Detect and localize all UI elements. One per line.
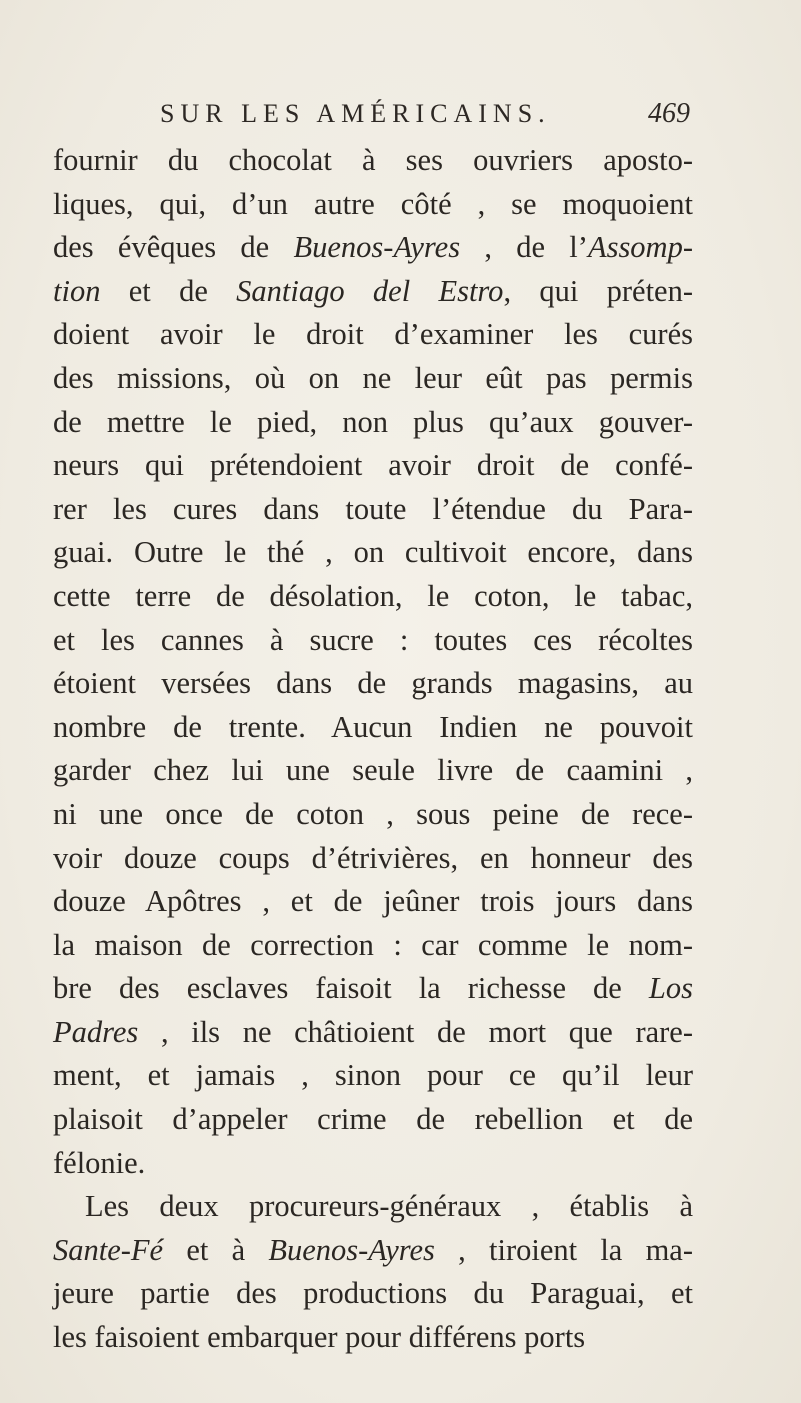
text-run: liques, qui, d’un autre côté , se moquoient	[53, 186, 693, 221]
text-line	[53, 270, 693, 314]
text-line	[53, 357, 693, 401]
italic-text: Buenos-Ayres	[268, 1232, 435, 1267]
text-run: félonie.	[53, 1145, 146, 1180]
text-line	[53, 531, 693, 575]
text-run: rer les cures dans toute l’étendue du Para-	[53, 491, 693, 526]
text-line	[53, 401, 693, 445]
text-line	[53, 837, 693, 881]
text-run: garder chez lui une seule livre de caamini ,	[53, 753, 693, 788]
text-run: de mettre le pied, non plus qu’aux gouver-	[53, 404, 693, 439]
text-run: étoient versées dans de grands magasins, au	[53, 666, 693, 701]
text-run: les faisoient embarquer pour différens ports	[53, 1320, 586, 1355]
text-line	[53, 619, 693, 663]
text-run: neurs qui prétendoient avoir droit de confé-	[53, 448, 693, 483]
text-run: voir douze coups d’étrivières, en honneur des	[53, 840, 693, 875]
text-line	[53, 183, 693, 227]
text-line	[53, 1185, 693, 1229]
body-text	[53, 139, 693, 1360]
text-run: plaisoit d’appeler crime de rebellion et de	[53, 1102, 693, 1137]
text-line	[53, 1229, 693, 1273]
italic-text: Buenos-Ayres	[293, 230, 461, 265]
italic-text: Padres	[53, 1014, 139, 1049]
text-line	[53, 1011, 693, 1055]
text-run: des évêques de	[53, 230, 294, 265]
text-line	[53, 488, 693, 532]
paragraph	[53, 1185, 693, 1359]
text-run: , de l’	[460, 230, 588, 265]
italic-text: Sante-Fé	[53, 1232, 164, 1267]
text-line	[53, 880, 693, 924]
text-line	[53, 1272, 693, 1316]
text-line	[53, 1316, 693, 1360]
running-head-title: SUR LES AMÉRICAINS.	[160, 99, 551, 128]
italic-text: Santiago del Estro	[236, 273, 504, 308]
text-run: douze Apôtres , et de jeûner trois jours dans	[53, 884, 693, 919]
text-line	[53, 793, 693, 837]
text-run: ment, et jamais , sinon pour ce qu’il leur	[53, 1058, 693, 1093]
text-run: doient avoir le droit d’examiner les curés	[53, 317, 693, 352]
text-run: Les deux procureurs-généraux , établis à	[85, 1189, 693, 1224]
text-line	[53, 444, 693, 488]
text-run: fournir du chocolat à ses ouvriers aposto-	[53, 143, 693, 177]
text-line	[53, 706, 693, 750]
text-line	[53, 313, 693, 357]
text-line	[53, 1054, 693, 1098]
italic-text: tion	[53, 273, 101, 308]
text-run: et à	[163, 1232, 269, 1267]
text-line	[53, 749, 693, 793]
running-head	[160, 98, 690, 138]
text-line	[53, 575, 693, 619]
text-line	[53, 1142, 693, 1186]
italic-text: Los	[648, 971, 693, 1006]
text-run: et les cannes à sucre : toutes ces récoltes	[53, 622, 693, 657]
text-run: , qui préten-	[503, 273, 693, 308]
text-run: des missions, où on ne leur eût pas permis	[53, 360, 693, 395]
text-run: , ils ne châtioient de mort que rare-	[138, 1014, 693, 1049]
text-line	[53, 924, 693, 968]
page-number: 469	[648, 98, 690, 129]
text-run: et de	[100, 273, 237, 308]
text-run: ni une once de coton , sous peine de rece-	[53, 796, 693, 831]
italic-text: Assomp-	[587, 230, 693, 265]
text-line	[53, 1098, 693, 1142]
paragraph	[53, 139, 693, 1185]
text-run: cette terre de désolation, le coton, le tabac,	[53, 578, 693, 613]
text-run: jeure partie des productions du Paraguai, et	[53, 1276, 693, 1311]
text-run: guai. Outre le thé , on cultivoit encore, dans	[53, 535, 693, 570]
text-run: la maison de correction : car comme le nom-	[53, 927, 693, 962]
text-line	[53, 139, 693, 183]
text-line	[53, 662, 693, 706]
text-line	[53, 226, 693, 270]
text-run: , tiroient la ma-	[434, 1232, 693, 1267]
text-line	[53, 967, 693, 1011]
text-run: bre des esclaves faisoit la richesse de	[53, 971, 649, 1006]
text-run: nombre de trente. Aucun Indien ne pouvoit	[53, 709, 693, 744]
